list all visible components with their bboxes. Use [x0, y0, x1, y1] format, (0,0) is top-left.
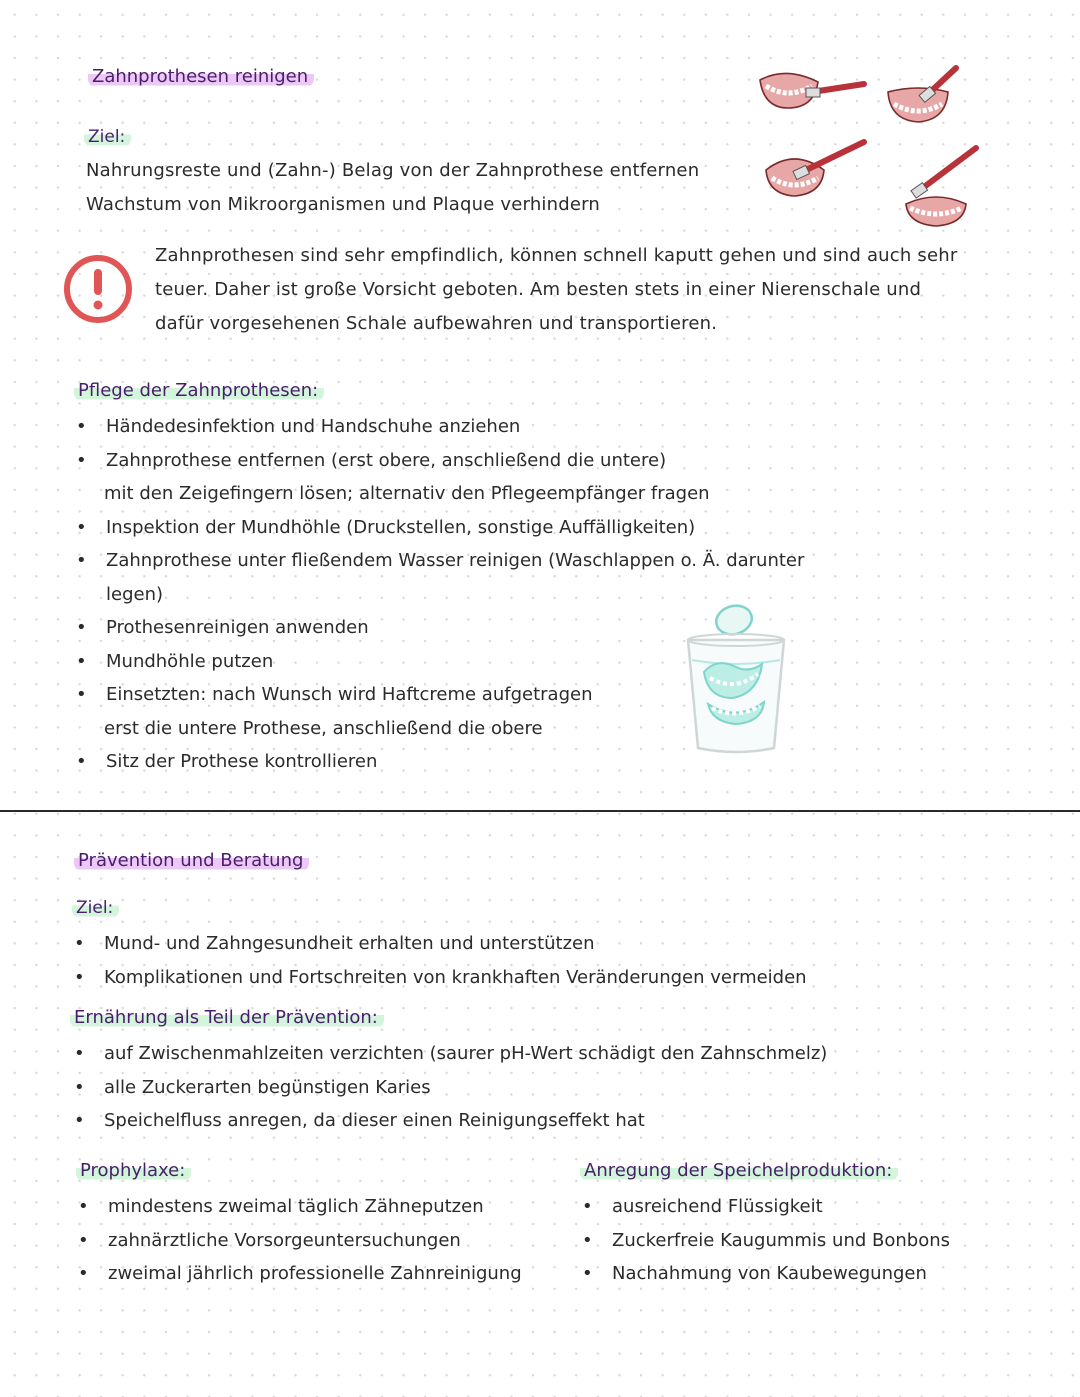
list-item: • Nachahmung von Kaubewegungen	[582, 1263, 927, 1284]
nutrition-list	[74, 1037, 894, 1138]
denture-brushing-illustration	[752, 62, 992, 228]
list-item: • Komplikationen und Fortschreiten von krankhaften Veränderungen vermeiden	[74, 966, 807, 988]
list-item: • auf Zwischenmahlzeiten verzichten (saurer pH-Wert schädigt den Zahnschmelz)	[74, 1043, 828, 1064]
list-item: • Speichelfluss anregen, da dieser einen Reinigungseffekt hat	[74, 1110, 645, 1131]
list-item: • Mund- und Zahngesundheit erhalten und unterstützen	[74, 933, 595, 954]
section-divider	[0, 810, 1080, 812]
saliva-list	[582, 1190, 1052, 1291]
section1-goal-line-2: Wachstum von Mikroorganismen und Plaque verhindern	[86, 194, 601, 215]
denture-glass-illustration	[680, 598, 792, 758]
list-item: • Einsetzten: nach Wunsch wird Haftcreme aufgetragen erst die untere Prothese, anschließend die obere	[76, 684, 593, 739]
section-title-prevention: Prävention und Beratung	[74, 850, 309, 871]
denture-icon-2	[888, 68, 956, 122]
prophylaxis-list	[78, 1190, 548, 1291]
list-item: • Prothesenreinigen anwenden	[76, 617, 369, 638]
section-title-denture-cleaning: Zahnprothesen reinigen	[88, 66, 314, 87]
list-item: • Inspektion der Mundhöhle (Druckstellen, sonstige Auffälligkeiten)	[76, 516, 696, 538]
list-item: • ausreichend Flüssigkeit	[582, 1196, 823, 1217]
section2-goal-label: Ziel:	[72, 898, 119, 918]
nutrition-title: Ernährung als Teil der Prävention:	[70, 1007, 384, 1028]
saliva-title: Anregung der Speichelproduktion:	[580, 1160, 898, 1181]
list-item: • zahnärztliche Vorsorgeuntersuchungen	[78, 1229, 461, 1251]
list-item: • Zahnprothese entfernen (erst obere, anschließend die untere) mit den Zeigefingern lösen; alternativ den Pflegeempfänger fragen	[76, 449, 710, 504]
warning-line-3: dafür vorgesehenen Schale aufbewahren und transportieren.	[155, 313, 718, 334]
denture-icon-4	[906, 148, 976, 226]
exclamation-warning-icon	[62, 253, 134, 325]
section1-goal-label: Ziel:	[84, 127, 131, 147]
section1-goal-line-1: Nahrungsreste und (Zahn-) Belag von der Zahnprothese entfernen	[86, 160, 700, 181]
list-item: • zweimal jährlich professionelle Zahnreinigung	[78, 1263, 522, 1284]
warning-line-1: Zahnprothesen sind sehr empfindlich, können schnell kaputt gehen und sind auch sehr	[155, 245, 958, 266]
prophylaxis-title: Prophylaxe:	[76, 1160, 191, 1181]
denture-icon-3	[766, 142, 864, 196]
warning-line-2: teuer. Daher ist große Vorsicht geboten. Am besten stets in einer Nierenschale und	[155, 279, 922, 300]
list-item: • Mundhöhle putzen	[76, 650, 274, 672]
list-item: • mindestens zweimal täglich Zähneputzen	[78, 1196, 484, 1217]
list-item: • Sitz der Prothese kontrollieren	[76, 751, 378, 772]
list-item: • Zahnprothese unter fließendem Wasser reinigen (Waschlappen o. Ä. darunter legen)	[76, 550, 805, 605]
list-item: • Händedesinfektion und Handschuhe anziehen	[76, 416, 521, 437]
list-item: • Zuckerfreie Kaugummis und Bonbons	[582, 1229, 950, 1251]
denture-icon-1	[760, 73, 864, 108]
prevention-goal-list	[74, 927, 874, 994]
care-title: Pflege der Zahnprothesen:	[74, 380, 324, 401]
list-item: • alle Zuckerarten begünstigen Karies	[74, 1076, 431, 1098]
